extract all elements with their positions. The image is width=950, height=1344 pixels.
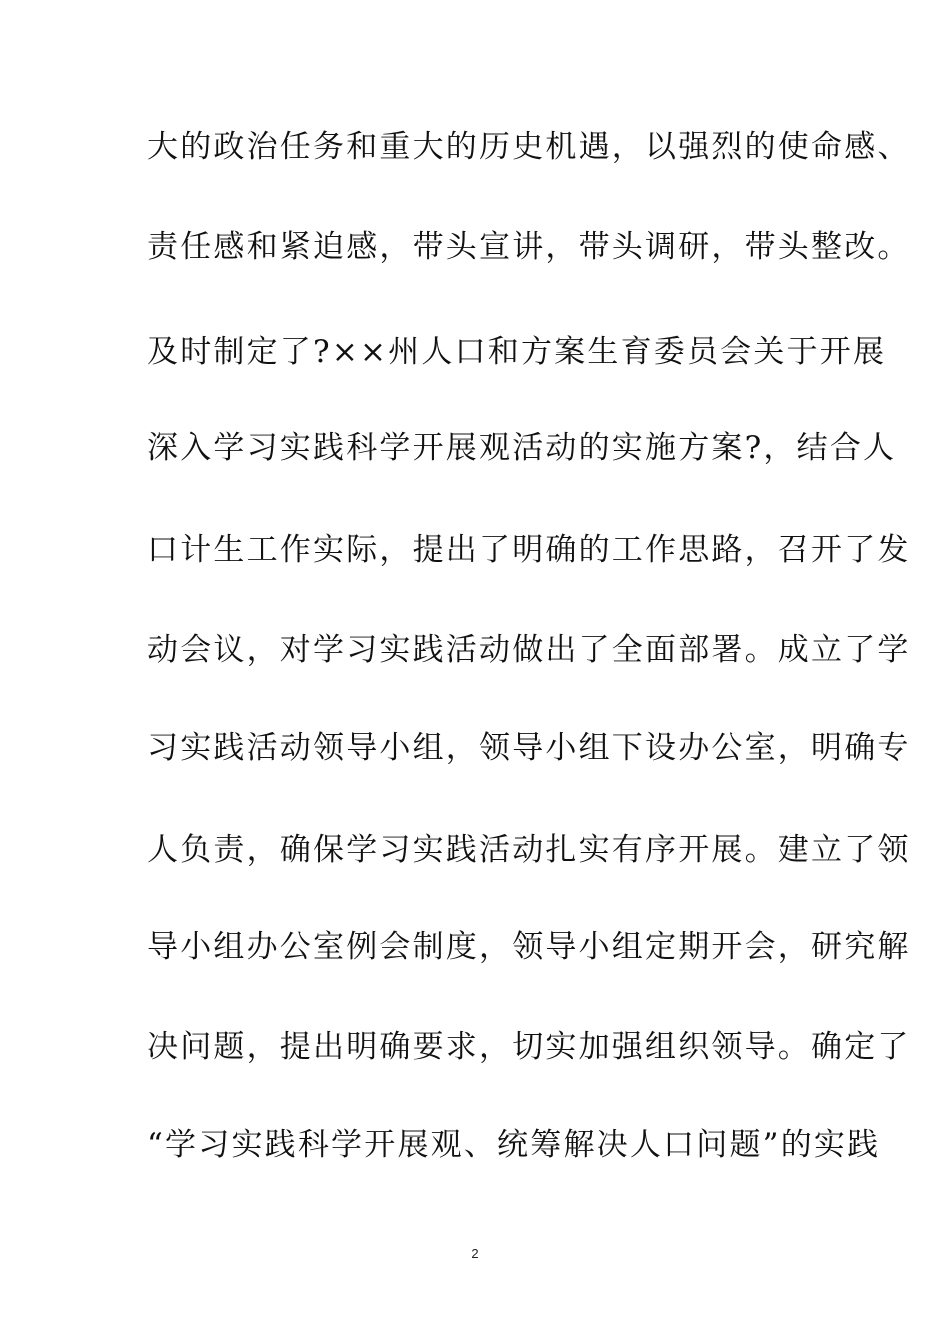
text-line-6: 动会议，对学习实践活动做出了全面部署。成立了学 bbox=[147, 632, 911, 668]
text-line-9: 导小组办公室例会制度，领导小组定期开会，研究解 bbox=[147, 929, 911, 965]
text-line-11: “学习实践科学开展观、统筹解决人口问题”的实践 bbox=[147, 1127, 881, 1163]
text-line-3: 及时制定了?××州人口和方案生育委员会关于开展 bbox=[147, 334, 887, 370]
text-line-5: 口计生工作实际，提出了明确的工作思路，召开了发 bbox=[147, 532, 911, 568]
text-line-1: 大的政治任务和重大的历史机遇，以强烈的使命感、 bbox=[147, 129, 911, 165]
text-line-4: 深入学习实践科学开展观活动的实施方案?，结合人 bbox=[147, 430, 897, 466]
text-line-8: 人负责，确保学习实践活动扎实有序开展。建立了领 bbox=[147, 832, 911, 868]
text-line-10: 决问题，提出明确要求，切实加强组织领导。确定了 bbox=[147, 1029, 911, 1065]
text-line-2: 责任感和紧迫感，带头宣讲，带头调研，带头整改。 bbox=[147, 229, 911, 265]
text-line-7: 习实践活动领导小组，领导小组下设办公室，明确专 bbox=[147, 730, 911, 766]
page-number: 2 bbox=[471, 1246, 479, 1261]
